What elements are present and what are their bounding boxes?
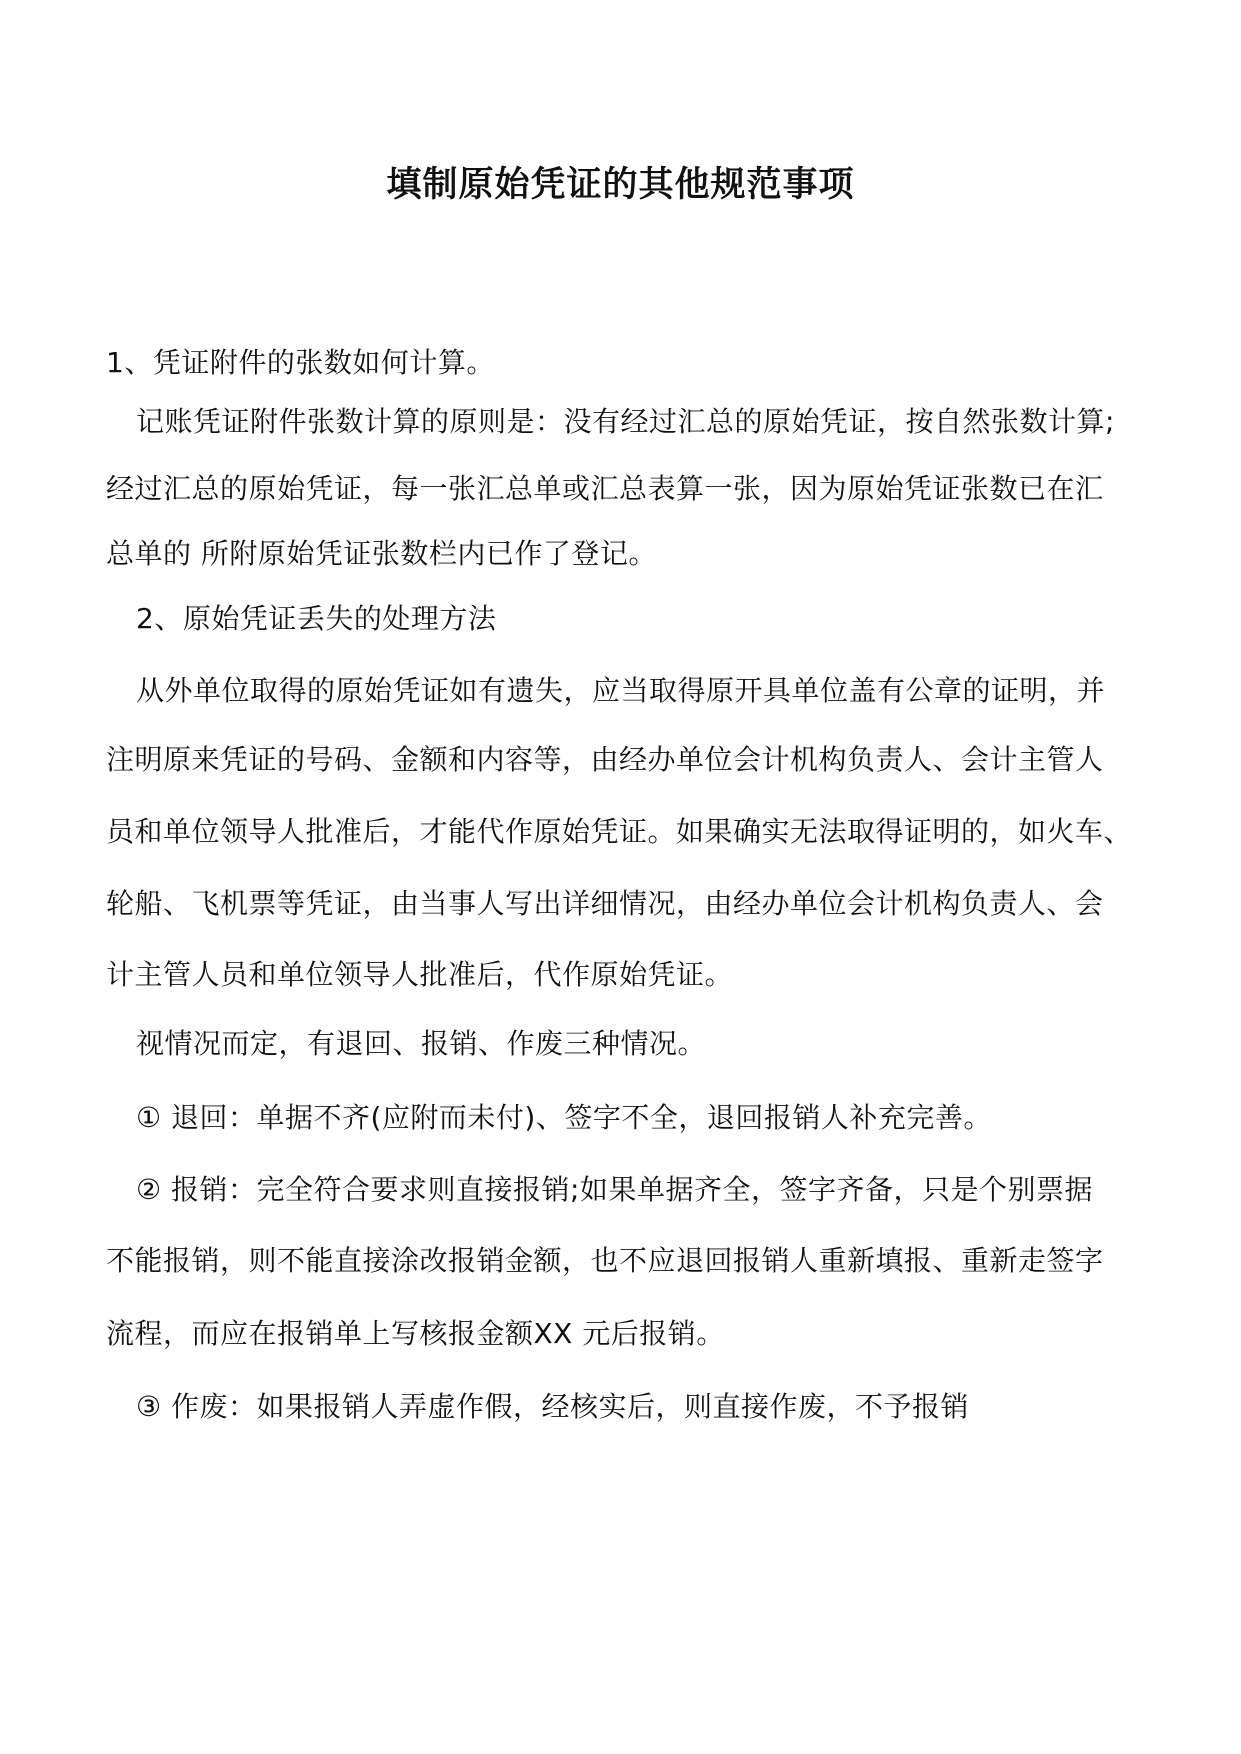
paragraph-line: 流程，而应在报销单上写核报金额XX 元后报销。 [106, 1317, 725, 1350]
list-item-void: ③ 作废：如果报销人弄虚作假，经核实后，则直接作废，不予报销 [136, 1390, 970, 1423]
paragraph-line: 不能报销，则不能直接涂改报销金额，也不应退回报销人重新填报、重新走签字 [106, 1244, 1104, 1277]
paragraph-line: 总单的 所附原始凭证张数栏内已作了登记。 [106, 537, 657, 570]
list-item-reimburse: ② 报销：完全符合要求则直接报销;如果单据齐全，签字齐备，只是个别票据 [136, 1173, 1093, 1206]
paragraph-line: 视情况而定，有退回、报销、作废三种情况。 [136, 1027, 707, 1060]
paragraph-line: 轮船、飞机票等凭证，由当事人写出详细情况，由经办单位会计机构负责人、会 [106, 887, 1104, 920]
section-heading-2: 2、原始凭证丢失的处理方法 [136, 602, 497, 635]
section-heading-1: 1、凭证附件的张数如何计算。 [106, 346, 495, 379]
paragraph-line: 计主管人员和单位领导人批准后，代作原始凭证。 [106, 958, 734, 991]
paragraph-line: 注明原来凭证的号码、金额和内容等，由经办单位会计机构负责人、会计主管人 [106, 743, 1104, 776]
paragraph-line: 经过汇总的原始凭证，每一张汇总单或汇总表算一张，因为原始凭证张数已在汇 [106, 472, 1104, 505]
paragraph-line: 员和单位领导人批准后，才能代作原始凭证。如果确实无法取得证明的，如火车、 [106, 815, 1133, 848]
page-title: 填制原始凭证的其他规范事项 [386, 165, 855, 205]
paragraph-line: 记账凭证附件张数计算的原则是：没有经过汇总的原始凭证，按自然张数计算; [136, 405, 1115, 438]
paragraph-line: 从外单位取得的原始凭证如有遗失，应当取得原开具单位盖有公章的证明，并 [136, 674, 1106, 707]
list-item-return: ① 退回：单据不齐(应附而未付)、签字不全，退回报销人补充完善。 [136, 1101, 992, 1134]
